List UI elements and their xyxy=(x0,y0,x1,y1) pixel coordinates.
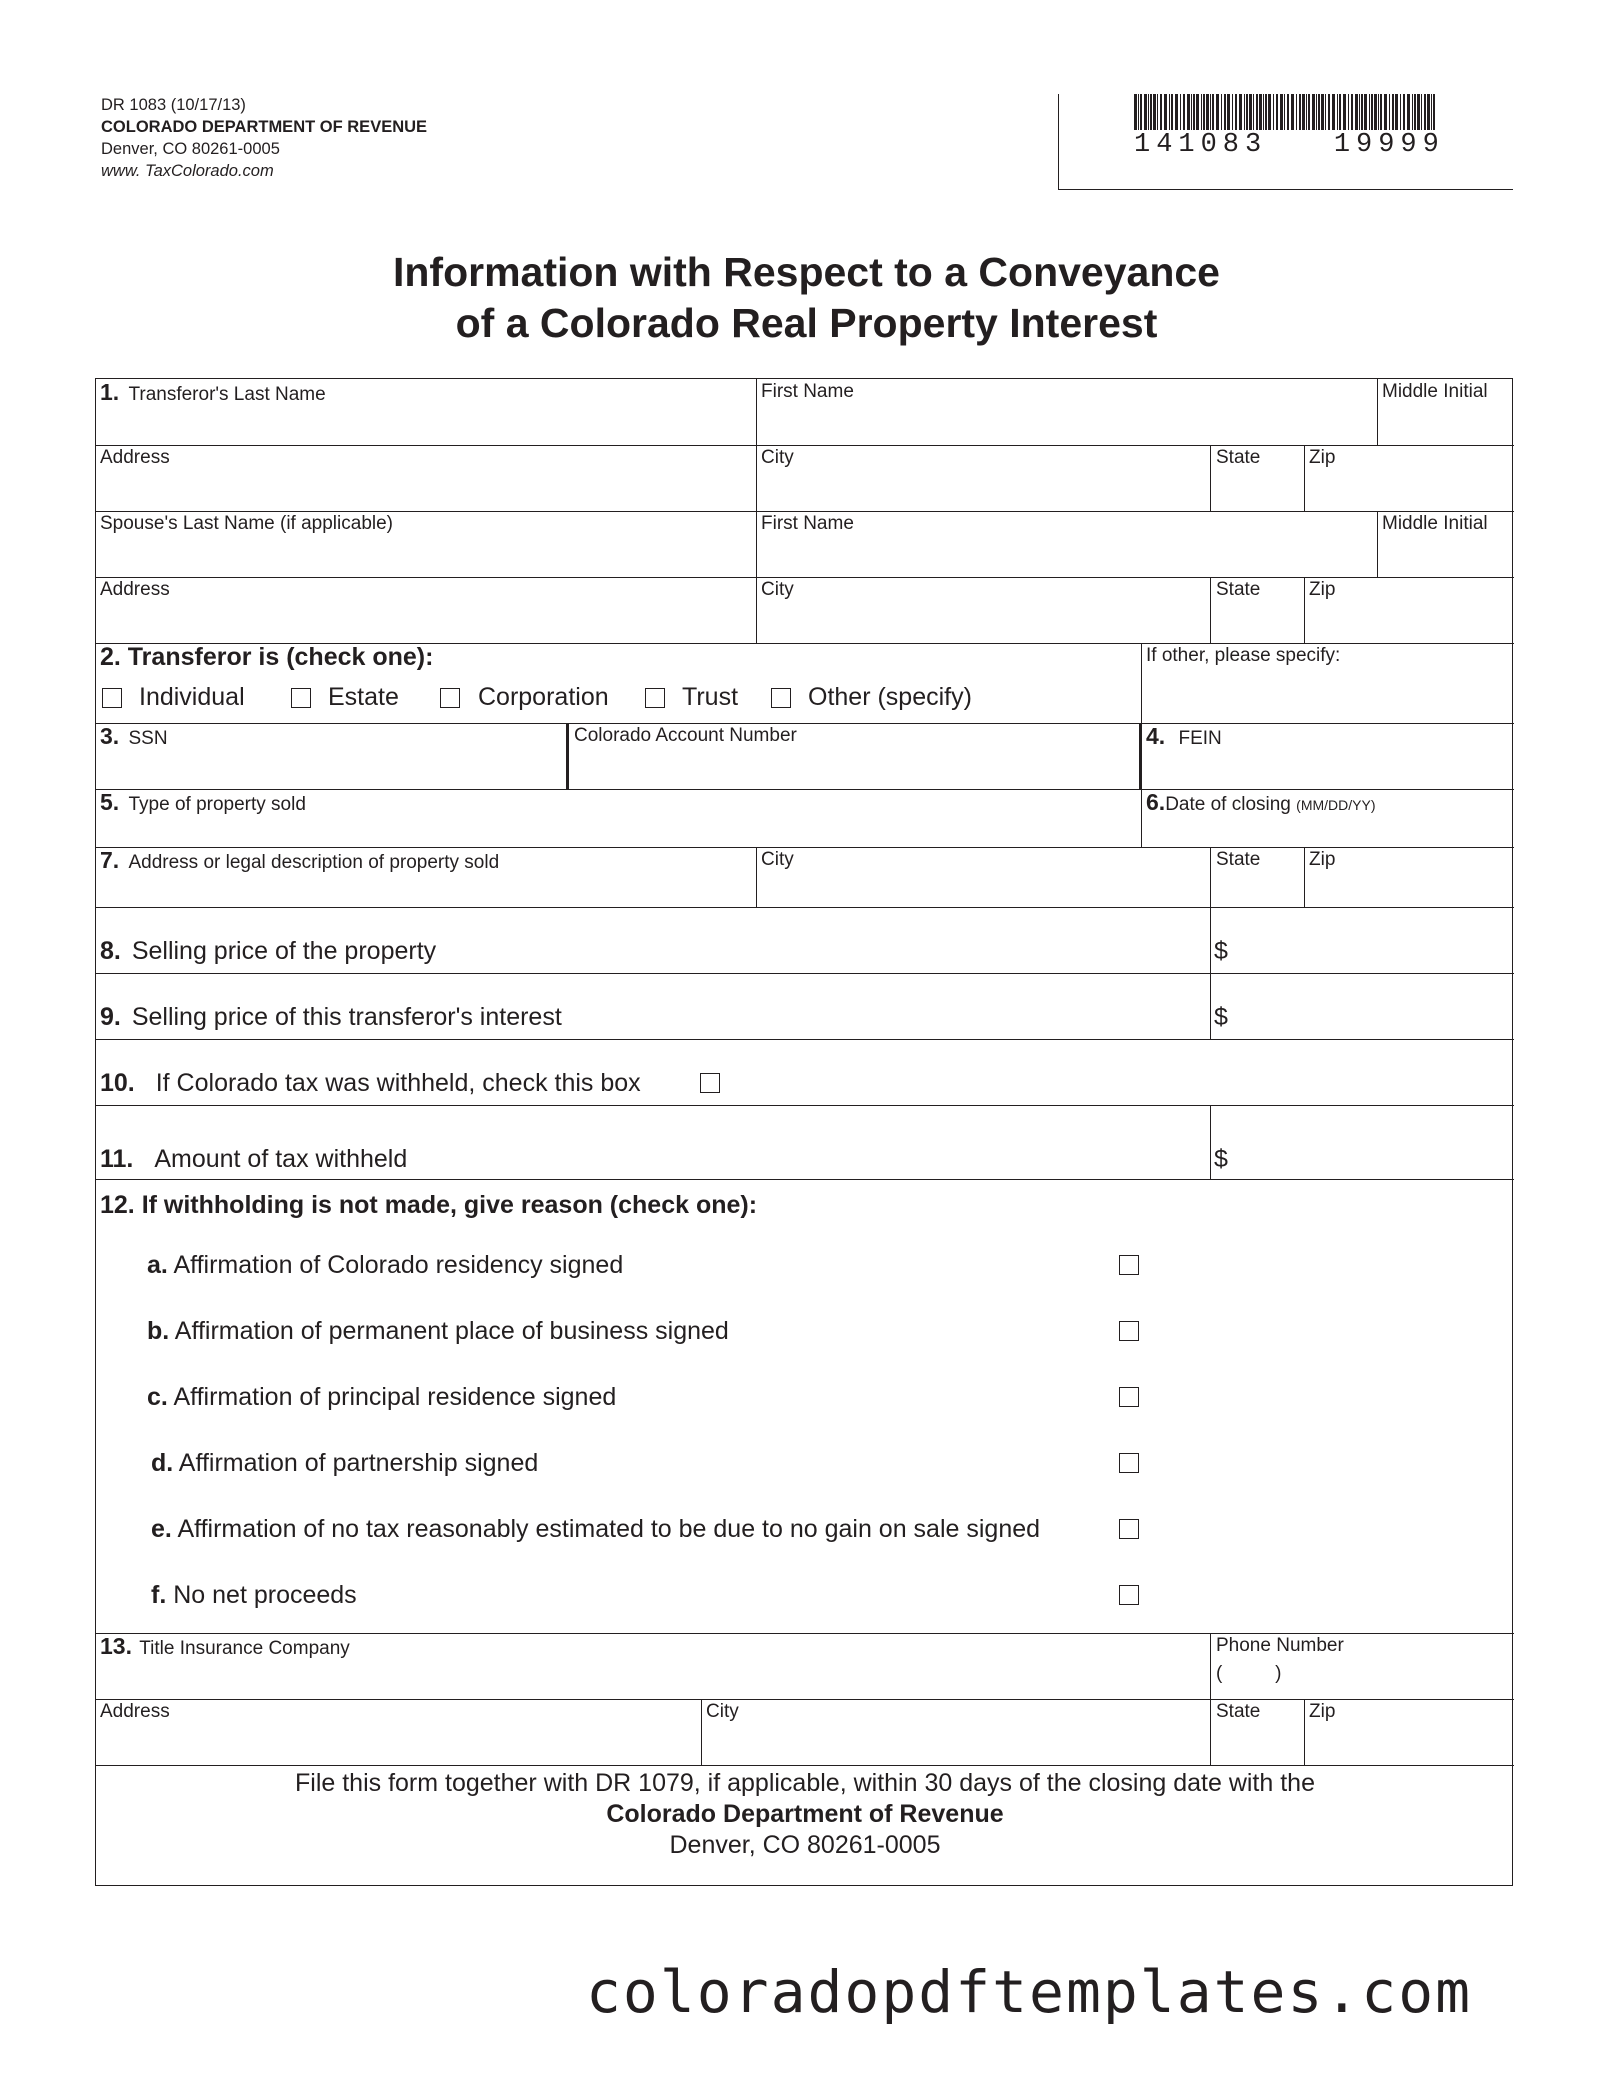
divider xyxy=(1304,1699,1305,1766)
reason-c-label: c. Affirmation of principal residence signed xyxy=(147,1383,617,1411)
trust-checkbox[interactable] xyxy=(645,688,665,708)
spouse-state-label: State xyxy=(1216,579,1261,600)
divider xyxy=(756,847,757,908)
row-divider xyxy=(96,907,1514,908)
individual-option-label: Individual xyxy=(139,683,245,711)
divider xyxy=(1210,1105,1211,1180)
title-company-city-label: City xyxy=(706,1701,739,1722)
phone-number-format: ( ) xyxy=(1216,1663,1282,1684)
transferor-address-label: Address xyxy=(100,447,170,468)
transferor-last-name-label: 1. Transferor's Last Name xyxy=(100,379,326,405)
row-divider xyxy=(96,445,1514,446)
form-number: DR 1083 (10/17/13) xyxy=(101,96,246,114)
divider xyxy=(756,445,757,512)
transferor-zip-label: Zip xyxy=(1309,447,1336,468)
form-header xyxy=(101,94,427,182)
tax-withheld-amount-label: 11. Amount of tax withheld xyxy=(100,1145,408,1173)
barcode-image xyxy=(1134,94,1438,130)
filing-instructions xyxy=(96,1768,1514,1861)
divider xyxy=(1139,723,1142,790)
filing-instructions-line-3: Denver, CO 80261-0005 xyxy=(669,1831,941,1859)
property-type-label: 5. Type of property sold xyxy=(100,789,306,815)
selling-price-label: 8. Selling price of the property xyxy=(100,937,437,965)
divider xyxy=(1210,973,1211,1040)
conveyance-form xyxy=(95,378,1513,1886)
tax-withheld-currency: $ xyxy=(1214,1145,1228,1173)
divider xyxy=(1304,577,1305,644)
watermark: coloradopdftemplates.com xyxy=(586,1958,1473,2026)
trust-option-label: Trust xyxy=(682,683,739,711)
reason-a-label: a. Affirmation of Colorado residency signed xyxy=(147,1251,624,1279)
divider xyxy=(1377,379,1378,446)
divider xyxy=(1304,445,1305,512)
row-divider xyxy=(96,1179,1514,1180)
phone-number-label: Phone Number xyxy=(1216,1635,1344,1656)
row-divider xyxy=(96,1699,1514,1700)
transferor-type-heading: 2. Transferor is (check one): xyxy=(100,643,434,671)
row-divider xyxy=(96,577,1514,578)
filing-instructions-line-1: File this form together with DR 1079, if applicable, within 30 days of the closing date with the xyxy=(295,1769,1315,1797)
spouse-last-name-label: Spouse's Last Name (if applicable) xyxy=(100,513,393,534)
spouse-first-name-label: First Name xyxy=(761,513,854,534)
title-line-2: of a Colorado Real Property Interest xyxy=(455,300,1158,346)
fein-label: 4. FEIN xyxy=(1146,723,1222,749)
divider xyxy=(1141,789,1142,848)
transferor-state-label: State xyxy=(1216,447,1261,468)
spouse-address-label: Address xyxy=(100,579,170,600)
reason-b-checkbox[interactable] xyxy=(1119,1321,1139,1341)
reason-a-checkbox[interactable] xyxy=(1119,1255,1139,1275)
spouse-middle-initial-label: Middle Initial xyxy=(1382,513,1488,534)
selling-price-currency: $ xyxy=(1214,937,1228,965)
estate-checkbox[interactable] xyxy=(291,688,311,708)
divider xyxy=(1304,847,1305,908)
barcode-number: 141083 19999 xyxy=(1134,130,1445,160)
transferor-middle-initial-label: Middle Initial xyxy=(1382,381,1488,402)
title-line-1: Information with Respect to a Conveyance xyxy=(393,249,1220,295)
transferor-city-label: City xyxy=(761,447,794,468)
divider xyxy=(1210,1633,1211,1700)
department-name: COLORADO DEPARTMENT OF REVENUE xyxy=(101,118,428,136)
colorado-account-number-label: Colorado Account Number xyxy=(574,725,797,746)
department-website: www. TaxColorado.com xyxy=(101,162,274,180)
divider xyxy=(1141,643,1142,723)
page-title xyxy=(0,247,1613,349)
other-checkbox[interactable] xyxy=(771,688,791,708)
row-divider xyxy=(96,1105,1514,1106)
property-address-label: 7. Address or legal description of property sold xyxy=(100,847,500,873)
row-divider xyxy=(96,973,1514,974)
divider xyxy=(1210,577,1211,644)
property-state-label: State xyxy=(1216,849,1261,870)
withholding-reason-heading: 12. If withholding is not made, give reason (check one): xyxy=(100,1191,758,1219)
reason-c-checkbox[interactable] xyxy=(1119,1387,1139,1407)
divider xyxy=(1210,907,1211,974)
closing-date-label: 6.Date of closing (MM/DD/YY) xyxy=(1146,789,1376,815)
department-city: Denver, CO 80261-0005 xyxy=(101,140,280,158)
row-divider xyxy=(96,1765,1514,1766)
reason-f-checkbox[interactable] xyxy=(1119,1585,1139,1605)
tax-withheld-checkbox[interactable] xyxy=(700,1073,720,1093)
transferor-interest-currency: $ xyxy=(1214,1003,1228,1031)
transferor-interest-price-label: 9. Selling price of this transferor's interest xyxy=(100,1003,562,1031)
row-divider xyxy=(96,723,1514,724)
corporation-checkbox[interactable] xyxy=(440,688,460,708)
reason-e-label: e. Affirmation of no tax reasonably estimated to be due to no gain on sale signed xyxy=(151,1515,1041,1543)
title-insurance-company-label: 13. Title Insurance Company xyxy=(100,1633,350,1659)
estate-option-label: Estate xyxy=(328,683,399,711)
spouse-city-label: City xyxy=(761,579,794,600)
reason-e-checkbox[interactable] xyxy=(1119,1519,1139,1539)
corporation-option-label: Corporation xyxy=(478,683,609,711)
divider xyxy=(1210,445,1211,512)
reason-f-label: f. No net proceeds xyxy=(151,1581,357,1609)
property-city-label: City xyxy=(761,849,794,870)
divider xyxy=(1210,847,1211,908)
divider xyxy=(1377,511,1378,578)
title-company-address-label: Address xyxy=(100,1701,170,1722)
filing-instructions-line-2: Colorado Department of Revenue xyxy=(606,1800,1004,1828)
divider xyxy=(756,577,757,644)
row-divider xyxy=(96,1039,1514,1040)
divider xyxy=(756,511,757,578)
reason-d-label: d. Affirmation of partnership signed xyxy=(151,1449,539,1477)
other-option-label: Other (specify) xyxy=(808,683,972,711)
reason-d-checkbox[interactable] xyxy=(1119,1453,1139,1473)
property-zip-label: Zip xyxy=(1309,849,1336,870)
title-company-state-label: State xyxy=(1216,1701,1261,1722)
divider xyxy=(566,723,569,790)
divider xyxy=(701,1699,702,1766)
reason-b-label: b. Affirmation of permanent place of business signed xyxy=(147,1317,729,1345)
title-company-zip-label: Zip xyxy=(1309,1701,1336,1722)
transferor-first-name-label: First Name xyxy=(761,381,854,402)
individual-checkbox[interactable] xyxy=(102,688,122,708)
tax-withheld-question-label: 10. If Colorado tax was withheld, check this box xyxy=(100,1069,641,1097)
divider xyxy=(756,379,757,446)
spouse-zip-label: Zip xyxy=(1309,579,1336,600)
row-divider xyxy=(96,511,1514,512)
divider xyxy=(1210,1699,1211,1766)
other-specify-label: If other, please specify: xyxy=(1146,645,1341,666)
ssn-label: 3. SSN xyxy=(100,723,168,749)
